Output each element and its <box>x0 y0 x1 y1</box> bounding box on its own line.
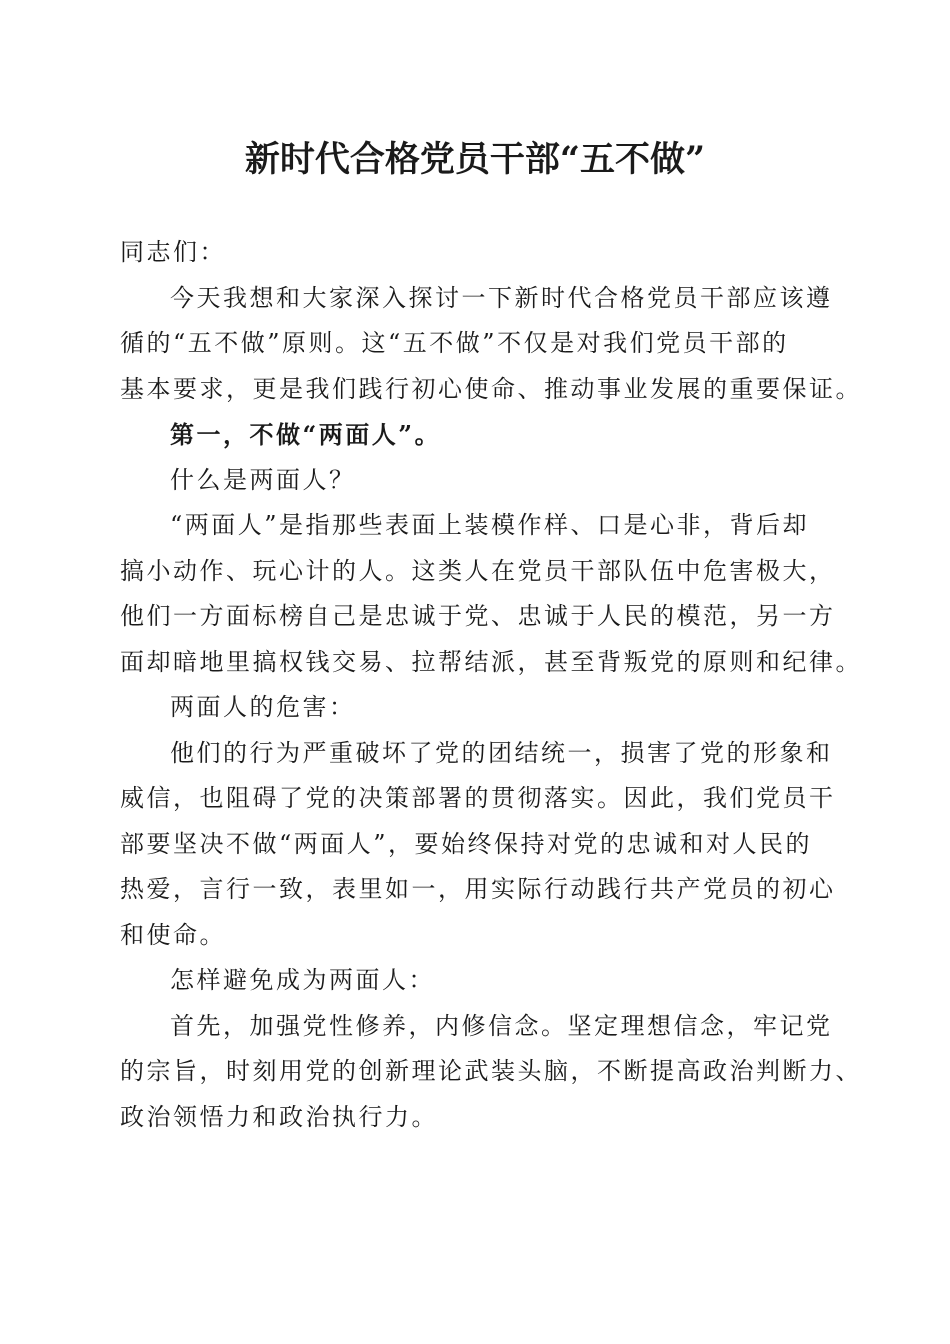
text-line: 政治领悟力和政治执行力。 <box>120 1102 438 1131</box>
text-line: 他们一方面标榜自己是忠诚于党、忠诚于人民的模范，另一方 <box>120 602 836 630</box>
text-line: 首先，加强党性修养，内修信念。坚定理想信念，牢记党 <box>170 1011 833 1040</box>
subheading-line: 怎样避免成为两面人： <box>170 966 435 994</box>
text-line: 的宗旨，时刻用党的创新理论武装头脑，不断提高政治判断力、 <box>120 1057 862 1085</box>
text-line: 他们的行为严重破坏了党的团结统一，损害了党的形象和 <box>170 738 833 767</box>
subheading-line: 两面人的危害： <box>170 693 356 721</box>
document-title: 新时代合格党员干部“五不做” <box>244 139 706 180</box>
text-line: 热爱，言行一致，表里如一，用实际行动践行共产党员的初心 <box>120 875 836 903</box>
text-line: 威信，也阻碍了党的决策部署的贯彻落实。因此，我们党员干 <box>120 784 836 812</box>
text-line: “两面人”是指那些表面上装模作样、口是心非，背后却 <box>170 511 810 539</box>
text-line: 基本要求，更是我们践行初心使命、推动事业发展的重要保证。 <box>120 374 862 403</box>
question-line: 什么是两面人？ <box>170 465 356 494</box>
salutation: 同志们： <box>120 238 226 266</box>
text-line: 和使命。 <box>120 920 226 949</box>
text-line: 循的“五不做”原则。这“五不做”不仅是对我们党员干部的 <box>120 329 789 357</box>
text-line: 部要坚决不做“两面人”，要始终保持对党的忠诚和对人民的 <box>120 829 813 858</box>
document-body <box>120 230 862 1140</box>
text-line: 搞小动作、玩心计的人。这类人在党员干部队伍中危害极大， <box>120 556 836 585</box>
text-line: 今天我想和大家深入探讨一下新时代合格党员干部应该遵 <box>170 283 833 312</box>
text-line: 面却暗地里搞权钱交易、拉帮结派，甚至背叛党的原则和纪律。 <box>120 647 862 676</box>
section-heading: 第一，不做“两面人”。 <box>170 420 442 449</box>
